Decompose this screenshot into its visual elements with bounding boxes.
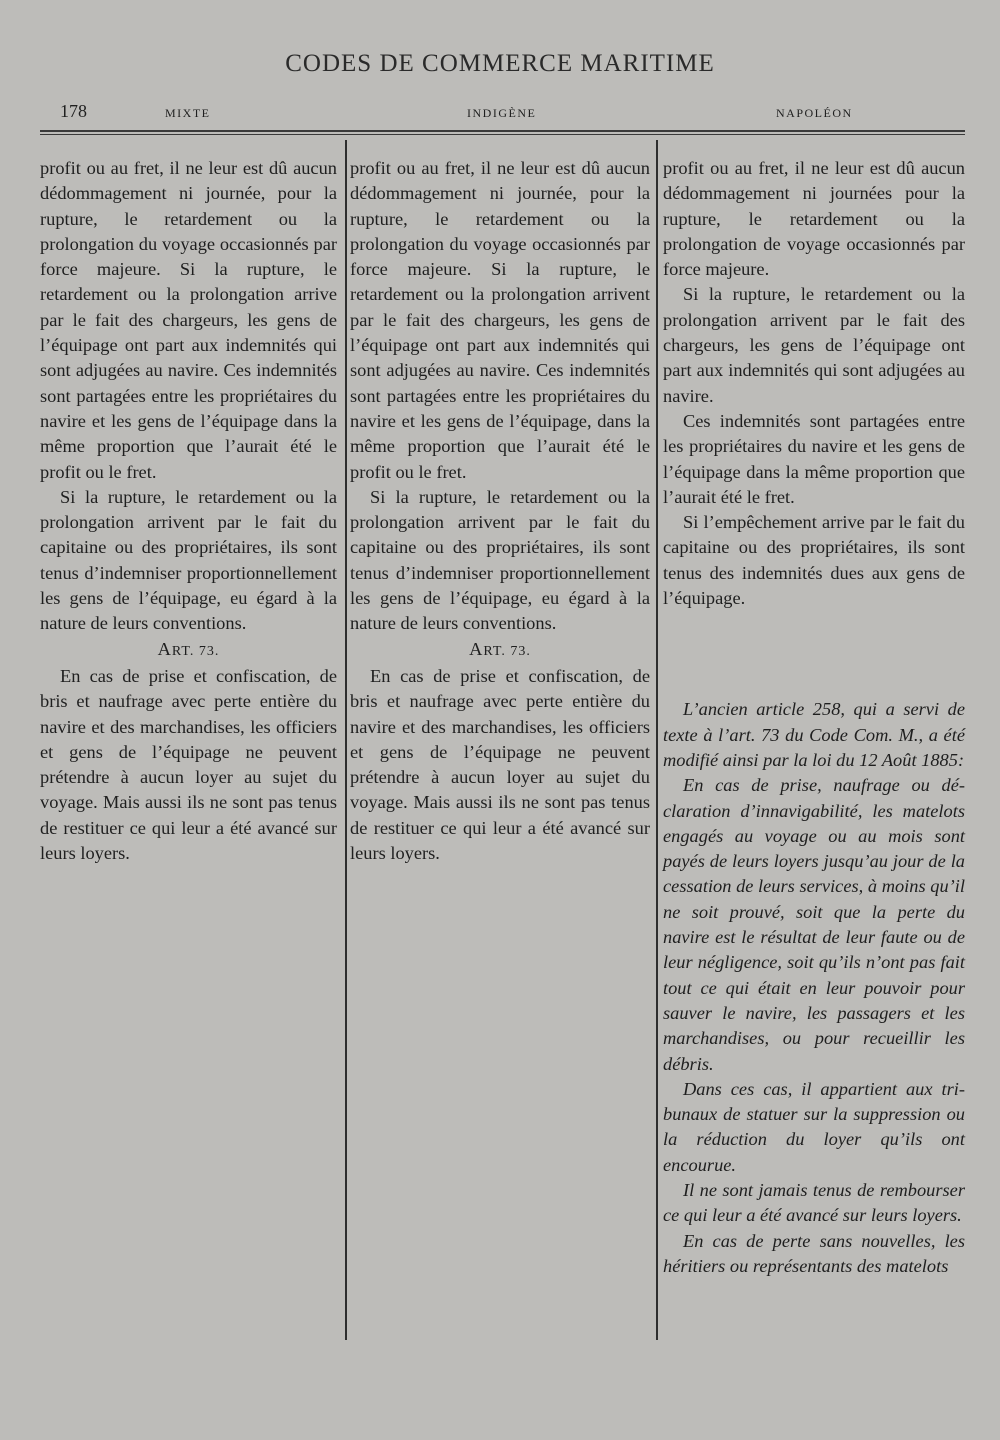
paragraph: Si l’empêchement arrive par le fait du capitaine ou des propriétaires, ils sont tenus des indemnités dues aux gens de l’équipage. <box>663 512 965 609</box>
page-number: 178 <box>60 101 87 121</box>
page-title: CODES DE COMMERCE MARITIME <box>285 50 715 77</box>
note-paragraph: Il ne sont jamais tenus de rembourser ce qui leur a été avancé sur leurs loyers. <box>663 1179 965 1226</box>
paragraph: En cas de prise et confiscation, de bris et naufrage avec perte entière du navire et des marchandises, les officiers et gens de l’équipage ne peuvent prétendre à aucun loyer au sujet du voyage. Mais aussi ils ne sont pas tenus de restituer ce qui leur a été avancé sur leurs loyers. <box>40 665 337 864</box>
paragraph: Si la rupture, le retardement ou la prolongation arrivent par le fait du capitaine ou des propriétaires, ils sont tenus d’indemniser proportionnellement les gens de l’équipage, eu égard à la nature de leurs conventions. <box>40 486 337 634</box>
column-mixte <box>40 156 337 866</box>
paragraph: En cas de prise et confiscation, de bris et naufrage avec perte entière du navire et des marchandises, les officiers et gens de l’équipage ne peuvent prétendre à aucun loyer au sujet du voyage. Mais aussi ils ne sont pas tenus de restituer ce qui leur a été avancé sur leurs loyers. <box>350 665 650 864</box>
column-heading-mixte: MIXTE <box>165 106 211 120</box>
paragraph: Si la rupture, le retardement ou la prolongation arrivent par le fait du capitaine ou des propriétaires, ils sont tenus d’indemniser proportionnellement les gens de l’équipage, eu égard à la nature de leurs conventions. <box>350 486 650 634</box>
header-rule-thin <box>40 134 965 135</box>
note-paragraph: Dans ces cas, il appartient aux tribunaux de statuer sur la suppression ou la réduction du loyer qu’ils ont encourue. <box>663 1078 965 1175</box>
column-divider <box>656 140 658 1340</box>
note-paragraph: En cas de prise, naufrage ou déclaration d’innavigabilité, les matelots engagés au voyage ou au mois sont payés de leurs loyers jusqu’au jour de la cessation de leurs services, à moins qu’il ne soit prouvé, soit que la perte du navire est le résultat de leur faute ou de leur négligence, soit qu’ils n’ont pas fait tout ce qui était en leur pouvoir pour sauver le navire, les passagers et les marchandises, ou pour recueillir les débris. <box>663 775 965 1074</box>
article-heading: ART. 73. <box>157 638 220 659</box>
header-rule <box>40 130 965 132</box>
note-paragraph: L’ancien article 258, qui a servi de texte à l’art. 73 du Code Com. M., a été modifié ainsi par la loi du 12 Août 1885: <box>663 699 965 770</box>
paragraph: profit ou au fret, il ne leur est dû aucun dédommagement ni journée, pour la rupture, le retardement ou la prolongation du voyage occasionnés par force majeure. Si la rupture, le retardement ou la prolongation arrivent par le fait des chargeurs, les gens de l’équipage ont part aux indemnités qui sont adjugées au navire. Ces indemnités sont partagées entre les propriétaires du navire et les gens de l’équipage, dans la même proportion que l’aurait été le profit ou le fret. <box>350 158 650 482</box>
column-heading-napoleon: NAPOLÉON <box>776 106 853 120</box>
paragraph: Si la rupture, le retardement ou la prolongation arrivent par le fait des chargeurs, les gens de l’équipage ont part aux indemnités qui sont adjugées au navire. <box>663 284 965 406</box>
column-indigene <box>350 156 650 866</box>
paragraph: profit ou au fret, il ne leur est dû aucun dédommagement ni journées pour la rupture, le retardement ou la prolongation de voyage occasionnés par force majeure. <box>663 158 965 280</box>
paragraph: Ces indemnités sont partagées entre les propriétaires du navire et les gens de l’équipage dans la même proportion que l’aurait été le fret. <box>663 410 965 507</box>
note-paragraph: En cas de perte sans nouvelles, les héritiers ou représentants des matelots <box>663 1230 965 1276</box>
spacer <box>663 611 965 697</box>
article-heading: ART. 73. <box>469 638 531 659</box>
column-napoleon <box>663 156 965 1279</box>
column-heading-indigene: INDIGÈNE <box>467 106 537 120</box>
column-divider <box>345 140 347 1340</box>
paragraph: profit ou au fret, il ne leur est dû aucun dédommagement ni journée, pour la rupture, le retardement ou la prolongation du voyage occasionnés par force majeure. Si la rupture, le retardement ou la prolongation arrive par le fait des chargeurs, les gens de l’équipage ont part aux indemnités qui sont adjugées au navire. Ces indemnités sont partagées entre les propriétaires du navire et les gens de l’équipage dans la même proportion que l’aurait été le profit ou le fret. <box>40 158 337 482</box>
